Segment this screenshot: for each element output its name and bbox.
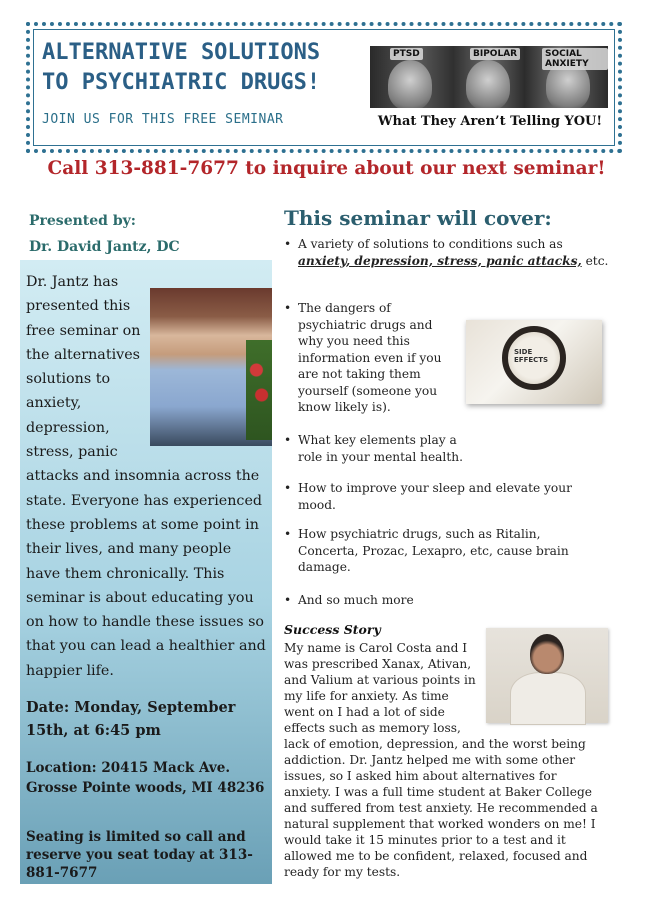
header-banner bbox=[26, 22, 622, 153]
list-item-text-part: etc. bbox=[585, 253, 609, 268]
bio-text: Dr. Jantz has presented this free seminar on the alternatives solutions to anxiety, depression, stress, panic attacks and insomnia across the state. Everyone has experienced these problems at some point in their lives, and many people have them chronically. This seminar is about educating you on how to handle these issues so that you can lead a healthier and happier life. bbox=[26, 274, 266, 679]
highlighted-conditions: anxiety, depression, stress, panic attacks, bbox=[298, 253, 582, 268]
success-story bbox=[284, 640, 606, 880]
event-location bbox=[26, 758, 266, 798]
presenter-block bbox=[29, 208, 180, 260]
presenter-name: Dr. David Jantz, DC bbox=[29, 239, 180, 255]
testimonial-photo bbox=[486, 628, 608, 723]
success-story-title: Success Story bbox=[284, 622, 381, 637]
photo-label: BIPOLAR bbox=[470, 48, 520, 60]
header-photo bbox=[370, 46, 608, 108]
location-line-2: Grosse Pointe woods, MI 48236 bbox=[26, 780, 265, 796]
list-item-text: And so much more bbox=[298, 593, 414, 607]
photo-label: PTSD bbox=[390, 48, 423, 60]
list-item-text: How to improve your sleep and elevate your mood. bbox=[298, 481, 572, 512]
bullet-dot: • bbox=[284, 433, 292, 447]
list-item-text bbox=[298, 236, 610, 269]
flyer-title bbox=[42, 38, 372, 98]
call-to-action: Call 313-881-7677 to inquire about our next seminar! bbox=[47, 158, 606, 179]
bullet-dot: • bbox=[284, 593, 292, 607]
magnifier-photo bbox=[466, 320, 602, 404]
event-date: Date: Monday, September 15th, at 6:45 pm bbox=[26, 699, 236, 739]
photo-label: SOCIAL ANXIETY bbox=[542, 48, 608, 70]
magnifying-glass-icon bbox=[502, 326, 566, 390]
cover-heading: This seminar will cover: bbox=[284, 206, 552, 230]
list-item-text: What key elements play a role in your mental health. bbox=[298, 433, 463, 464]
join-subtitle: JOIN US FOR THIS FREE SEMINAR bbox=[42, 112, 284, 127]
title-line-2: TO PSYCHIATRIC DRUGS! bbox=[42, 70, 321, 95]
list-item-text: How psychiatric drugs, such as Ritalin, Concerta, Prozac, Lexapro, etc, cause brain damage. bbox=[298, 527, 569, 574]
presented-by-label: Presented by: bbox=[29, 213, 136, 229]
flower-decoration bbox=[246, 340, 272, 440]
bullet-dot: • bbox=[284, 527, 292, 541]
bullet-dot: • bbox=[284, 301, 292, 315]
presenter-photo bbox=[150, 288, 272, 446]
location-line-1: Location: 20415 Mack Ave. bbox=[26, 760, 231, 776]
bio-paragraph bbox=[26, 270, 266, 683]
face-image bbox=[466, 60, 510, 108]
success-story-text: My name is Carol Costa and I was prescribed Xanax, Ativan, and Valium at various points in my life for anxiety. As time went on I had a lot of side effects such as memory loss, lack of emotion, depression, and the worst being addiction. Dr. Jantz helped me with some other issues, so I asked him about alternatives for anxiety. I was a full time student at Baker College and suffered from test anxiety. He recommended a natural supplement that worked wonders on me! I would take it 15 minutes prior to a test and it allowed me to be confident, relaxed, focused and ready for my tests. bbox=[284, 641, 598, 879]
list-item-text: The dangers of psychiatric drugs and why you need this information even if you are not taking them yourself (someone you know likely is). bbox=[298, 301, 442, 414]
seating-note: Seating is limited so call and reserve you seat today at 313-881-7677 bbox=[26, 829, 253, 881]
magnifier-caption: SIDE EFFECTS bbox=[514, 348, 549, 364]
bullet-dot: • bbox=[284, 481, 292, 495]
tagline: What They Aren’t Telling YOU! bbox=[377, 114, 603, 129]
face-image bbox=[388, 60, 432, 108]
portrait-body bbox=[510, 672, 586, 725]
left-panel bbox=[20, 260, 272, 884]
list-item-text-part: A variety of solutions to conditions such as bbox=[298, 237, 563, 251]
bullet-dot: • bbox=[284, 237, 292, 251]
portrait-head bbox=[530, 634, 564, 674]
title-line-1: ALTERNATIVE SOLUTIONS bbox=[42, 40, 321, 65]
